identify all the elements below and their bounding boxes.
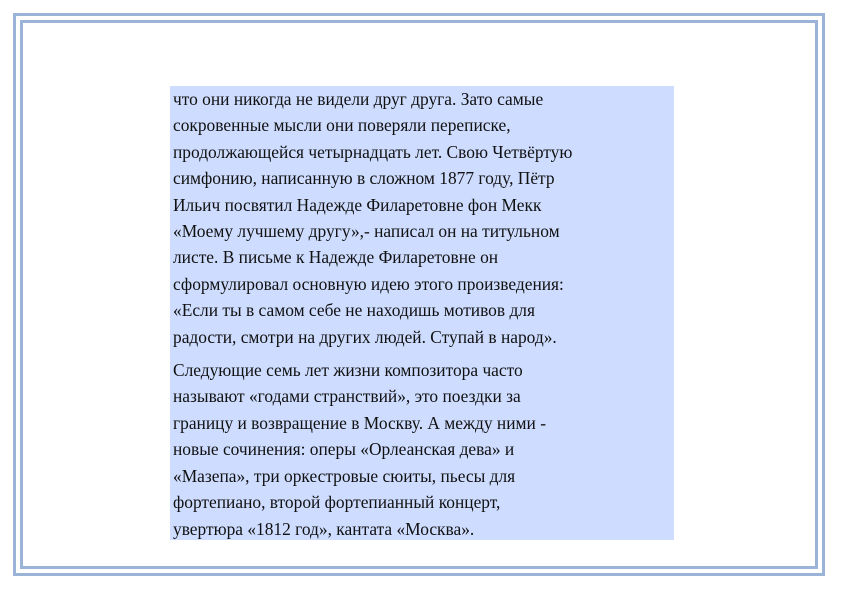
text-line: фортепиано, второй фортепианный концерт, xyxy=(173,492,501,513)
text-line: сокровенные мысли они поверяли переписке, xyxy=(173,115,511,136)
text-line: симфонию, написанную в сложном 1877 году, Пётр xyxy=(173,168,555,189)
text-line: радости, смотри на других людей. Ступай в народ». xyxy=(173,326,557,347)
text-line: «Если ты в самом себе не находишь мотивов для xyxy=(173,300,535,321)
text-line: новые сочинения: оперы «Орлеанская дева» и xyxy=(173,439,515,460)
paragraph-2 xyxy=(173,357,672,542)
text-line: «Мазепа», три оркестровые сюиты, пьесы для xyxy=(173,465,516,486)
text-line: что они никогда не видели друг друга. Зато самые xyxy=(173,89,544,109)
text-box xyxy=(170,86,674,540)
text-line: границу и возвращение в Москву. А между ними - xyxy=(173,412,546,433)
text-line: называют «годами странствий», это поездки за xyxy=(173,386,521,407)
text-line: увертюра «1812 год», кантата «Москва». xyxy=(173,518,475,539)
text-line: сформулировал основную идею этого произведения: xyxy=(173,273,564,294)
text-line: Следующие семь лет жизни композитора часто xyxy=(173,360,523,381)
text-line: Ильич посвятил Надежде Филаретовне фон Мекк xyxy=(173,194,542,215)
paragraph-1 xyxy=(173,86,672,350)
text-line: листе. В письме к Надежде Филаретовне он xyxy=(173,247,499,268)
text-line: продолжающейся четырнадцать лет. Свою Четвёртую xyxy=(173,141,573,162)
text-line: «Моему лучшему другу»,- написал он на титульном xyxy=(173,221,560,242)
